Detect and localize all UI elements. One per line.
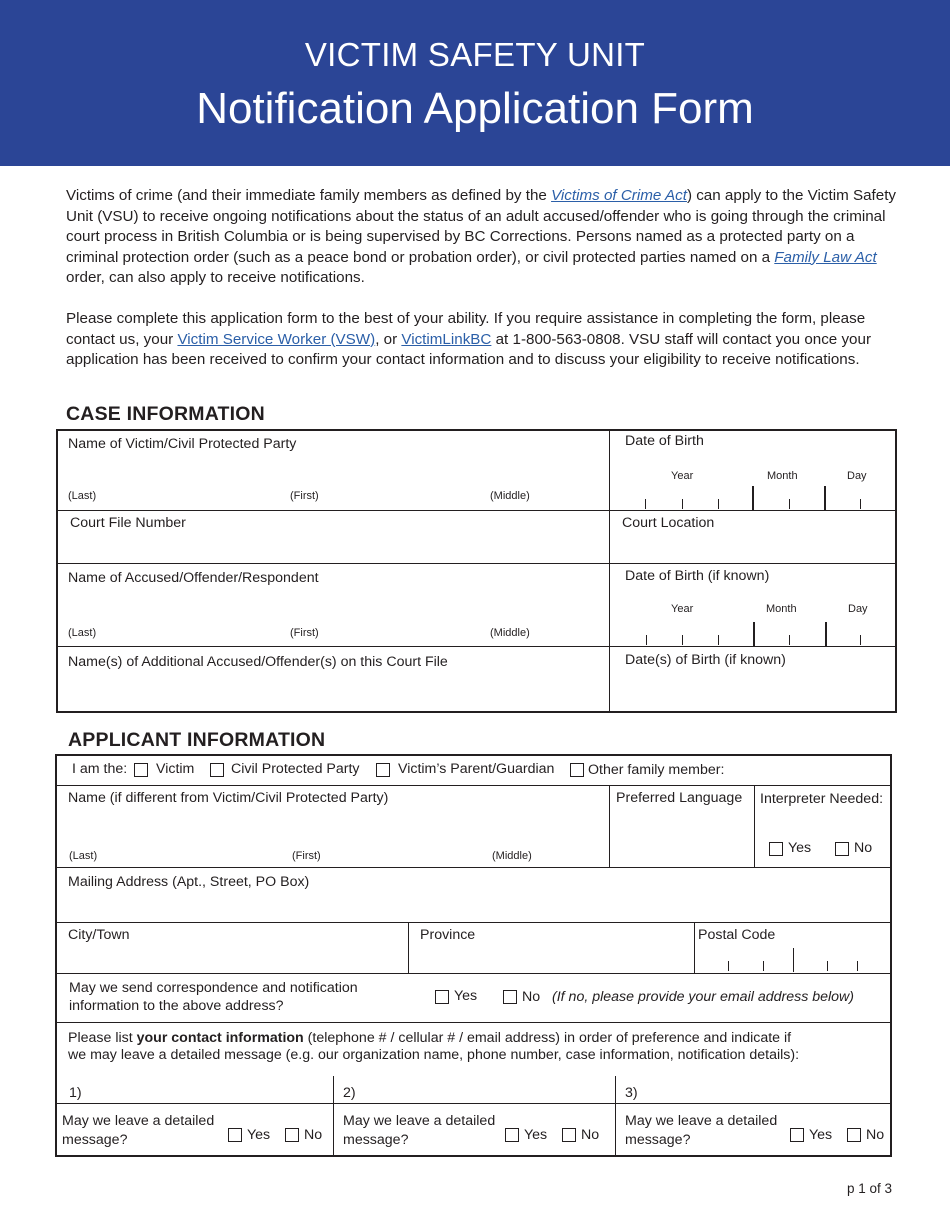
middle-label: (Middle) <box>490 627 530 639</box>
page-number: p 1 of 3 <box>846 1181 892 1196</box>
court-file-number-label: Court File Number <box>70 515 186 531</box>
first-label: (First) <box>290 490 319 502</box>
province-label: Province <box>420 927 476 943</box>
month-label: Month <box>766 603 797 615</box>
contact-2-label: 2) <box>343 1085 356 1101</box>
message-1-no-label: No <box>304 1127 323 1143</box>
day-label: Day <box>847 470 867 482</box>
contact-info-instructions-line2: we may leave a detailed message (e.g. our organization name, phone number, case information, notification details): <box>68 1047 800 1063</box>
intro-paragraph-1: Victims of crime (and their immediate family members as defined by the Victims of Crime Act) can apply to the Victim Safety Unit (VSU) to receive ongoing notifications about the status of an adult accused/offender who is going through the criminal court process in British Columbia or is being supervised by BC Corrections. Persons named as a protected party on a criminal protection order (such as a peace bond or probation order), or civil protected parties named on a Family Law Act order, can also apply to receive notifications. <box>66 187 897 287</box>
message-question-2-line2: message? <box>343 1132 409 1148</box>
message-question-2-line1: May we leave a detailed <box>343 1113 496 1129</box>
message-3-yes-label: Yes <box>809 1127 833 1143</box>
applicant-information-heading: APPLICANT INFORMATION <box>68 729 326 751</box>
unit-name: VICTIM SAFETY UNIT <box>304 36 646 73</box>
form-title: Notification Application Form <box>196 84 754 133</box>
interpreter-no-checkbox[interactable] <box>835 842 849 856</box>
victims-of-crime-act-link[interactable]: Victims of Crime Act <box>551 187 687 204</box>
last-label: (Last) <box>69 850 98 862</box>
other-family-member-checkbox[interactable] <box>570 763 584 777</box>
victim-checkbox[interactable] <box>134 763 148 777</box>
first-label: (First) <box>292 850 321 862</box>
victim-option-label: Victim <box>156 761 195 777</box>
parent-guardian-option-label: Victim’s Parent/Guardian <box>398 761 555 777</box>
additional-dobs-label: Date(s) of Birth (if known) <box>625 652 786 668</box>
preferred-language-label: Preferred Language <box>616 790 743 806</box>
message-3-no-checkbox[interactable] <box>847 1128 861 1142</box>
message-question-1-line1: May we leave a detailed <box>62 1113 215 1129</box>
message-1-yes-label: Yes <box>247 1127 271 1143</box>
message-2-no-checkbox[interactable] <box>562 1128 576 1142</box>
case-information-heading: CASE INFORMATION <box>66 403 265 425</box>
day-label: Day <box>848 603 868 615</box>
additional-accused-label: Name(s) of Additional Accused/Offender(s) on this Court File <box>68 654 448 670</box>
message-question-1-line2: message? <box>62 1132 128 1148</box>
middle-label: (Middle) <box>490 490 530 502</box>
family-law-act-link[interactable]: Family Law Act <box>774 248 877 266</box>
interpreter-needed-label: Interpreter Needed: <box>760 791 884 807</box>
form-header <box>0 0 950 166</box>
contact-3-label: 3) <box>625 1085 638 1101</box>
interpreter-yes-label: Yes <box>788 840 812 856</box>
last-label: (Last) <box>68 627 97 639</box>
last-label: (Last) <box>68 490 97 502</box>
interpreter-no-label: No <box>854 840 873 856</box>
message-question-3-line1: May we leave a detailed <box>625 1113 778 1129</box>
message-2-no-label: No <box>581 1127 600 1143</box>
message-2-yes-label: Yes <box>524 1127 548 1143</box>
correspondence-question-line1: May we send correspondence and notification <box>69 980 358 996</box>
message-3-yes-checkbox[interactable] <box>790 1128 804 1142</box>
parent-guardian-checkbox[interactable] <box>376 763 390 777</box>
applicant-information-table <box>55 754 892 1157</box>
correspondence-no-label: No <box>522 989 541 1005</box>
applicant-name-label: Name (if different from Victim/Civil Protected Party) <box>68 790 389 806</box>
message-1-no-checkbox[interactable] <box>285 1128 299 1142</box>
i-am-the-label: I am the: <box>72 761 128 777</box>
message-1-yes-checkbox[interactable] <box>228 1128 242 1142</box>
message-3-no-label: No <box>866 1127 885 1143</box>
first-label: (First) <box>290 627 319 639</box>
intro-paragraph-2: Please complete this application form to the best of your ability. If you require assistance in completing the form, please contact us, your Victim Service Worker (VSW), or VictimLinkBC at 1-800-563-0808. VSU staff will contact you once your application has been received to confirm your contact information and to discuss your eligibility to receive notifications. <box>66 310 872 369</box>
victim-dob-label: Date of Birth <box>625 433 704 449</box>
mailing-address-label: Mailing Address (Apt., Street, PO Box) <box>68 874 310 890</box>
civil-protected-party-option-label: Civil Protected Party <box>231 761 360 777</box>
accused-name-label: Name of Accused/Offender/Respondent <box>68 570 319 586</box>
middle-label: (Middle) <box>492 850 532 862</box>
message-question-3-line2: message? <box>625 1132 691 1148</box>
correspondence-question-line2: information to the above address? <box>69 998 284 1014</box>
correspondence-no-checkbox[interactable] <box>503 990 517 1004</box>
accused-dob-label: Date of Birth (if known) <box>625 568 770 584</box>
victim-name-label: Name of Victim/Civil Protected Party <box>68 436 297 452</box>
interpreter-yes-checkbox[interactable] <box>769 842 783 856</box>
postal-code-label: Postal Code <box>698 927 776 943</box>
correspondence-yes-checkbox[interactable] <box>435 990 449 1004</box>
city-town-label: City/Town <box>68 927 130 943</box>
other-family-member-option-label: Other family member: <box>588 762 725 778</box>
civil-protected-party-checkbox[interactable] <box>210 763 224 777</box>
contact-info-instructions-line1: Please list your contact information (telephone # / cellular # / email address) in order of preference and indicate if <box>68 1030 792 1046</box>
contact-1-label: 1) <box>69 1085 82 1101</box>
year-label: Year <box>671 603 694 615</box>
victim-service-worker-link[interactable]: Victim Service Worker (VSW) <box>177 330 376 348</box>
victimlinkbc-link[interactable]: VictimLinkBC <box>401 330 492 348</box>
correspondence-yes-label: Yes <box>454 988 478 1004</box>
month-label: Month <box>767 470 798 482</box>
court-location-label: Court Location <box>622 515 715 531</box>
message-2-yes-checkbox[interactable] <box>505 1128 519 1142</box>
correspondence-email-note: (If no, please provide your email address below) <box>552 989 855 1005</box>
year-label: Year <box>671 470 694 482</box>
